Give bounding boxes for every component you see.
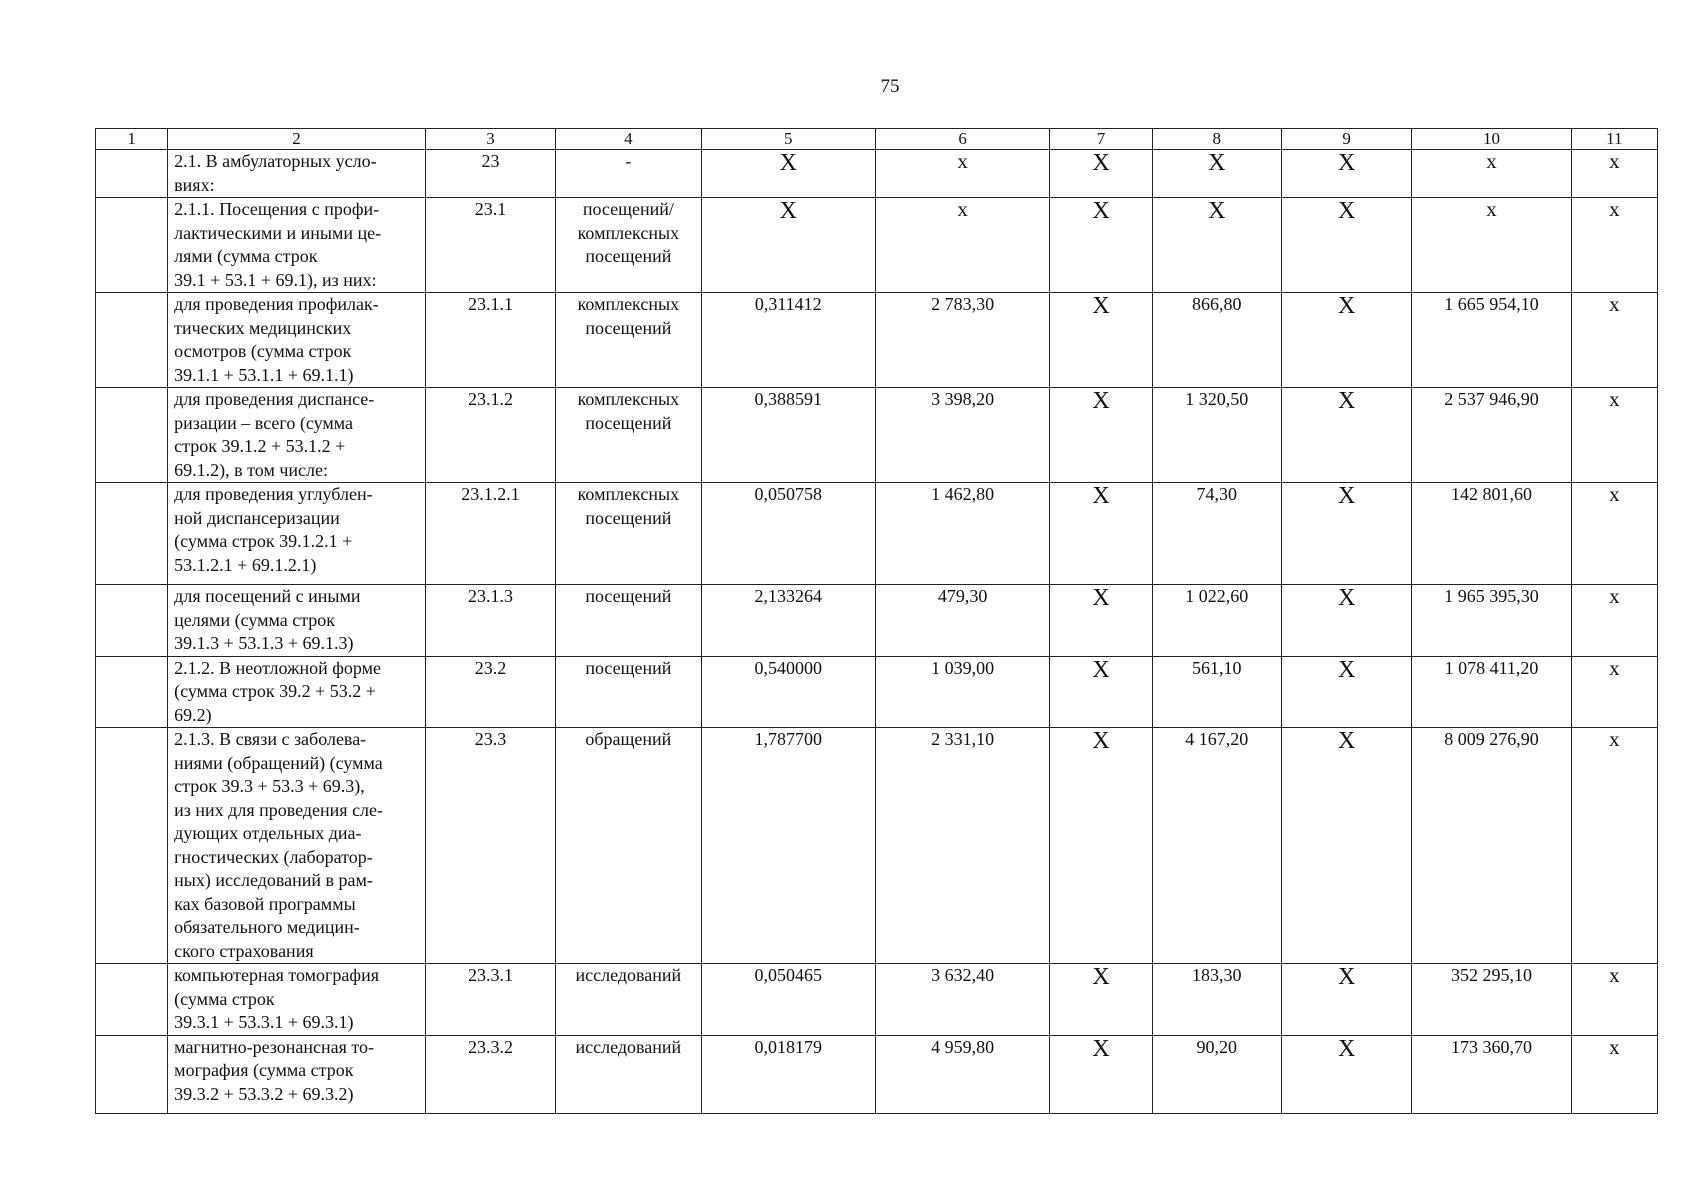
column-number: 6 <box>875 129 1049 150</box>
col9-cell: X <box>1281 150 1411 198</box>
col10-cell: 1 965 395,30 <box>1412 585 1571 657</box>
table-row <box>96 585 1658 657</box>
column-number-row <box>96 129 1658 150</box>
table-row <box>96 1035 1658 1113</box>
cost-cell: 2 331,10 <box>875 728 1049 964</box>
table-row <box>96 150 1658 198</box>
volume-cell: 0,311412 <box>701 293 875 388</box>
data-table <box>95 128 1658 1114</box>
unit-cell: комплексных посещений <box>556 388 701 483</box>
column-number: 4 <box>556 129 701 150</box>
column-number: 7 <box>1050 129 1152 150</box>
col10-cell: 1 078 411,20 <box>1412 656 1571 728</box>
row-number: 23.1.2.1 <box>425 483 555 585</box>
table-row <box>96 293 1658 388</box>
unit-cell: посещений <box>556 585 701 657</box>
col10-cell: 352 295,10 <box>1412 964 1571 1036</box>
volume-cell: 0,050758 <box>701 483 875 585</box>
col11-cell: x <box>1571 198 1657 293</box>
row-number: 23.2 <box>425 656 555 728</box>
col8-cell: 561,10 <box>1152 656 1281 728</box>
cost-cell: 1 462,80 <box>875 483 1049 585</box>
column-number: 3 <box>425 129 555 150</box>
table-row <box>96 198 1658 293</box>
row-number: 23.1.3 <box>425 585 555 657</box>
cost-cell: 479,30 <box>875 585 1049 657</box>
col8-cell: 866,80 <box>1152 293 1281 388</box>
unit-cell: комплексных посещений <box>556 483 701 585</box>
col7-cell: X <box>1050 198 1152 293</box>
col11-cell: x <box>1571 728 1657 964</box>
row-label-empty <box>96 964 168 1036</box>
page-number: 75 <box>880 76 900 97</box>
cost-cell: 1 039,00 <box>875 656 1049 728</box>
col11-cell: x <box>1571 656 1657 728</box>
col7-cell: X <box>1050 585 1152 657</box>
col9-cell: X <box>1281 728 1411 964</box>
row-name: для проведения углублен- ной диспансеризации (сумма строк 39.1.2.1 + 53.1.2.1 + 69.1.2.1) <box>168 483 426 585</box>
row-label-empty <box>96 483 168 585</box>
row-name: для проведения диспансе- ризации – всего (сумма строк 39.1.2 + 53.1.2 + 69.1.2), в том числе: <box>168 388 426 483</box>
col9-cell: X <box>1281 293 1411 388</box>
col10-cell: x <box>1412 198 1571 293</box>
cost-cell: 4 959,80 <box>875 1035 1049 1113</box>
row-label-empty <box>96 656 168 728</box>
unit-cell: посещений/ комплексных посещений <box>556 198 701 293</box>
col10-cell: x <box>1412 150 1571 198</box>
row-label-empty <box>96 198 168 293</box>
volume-cell: 0,018179 <box>701 1035 875 1113</box>
col11-cell: x <box>1571 150 1657 198</box>
col9-cell: X <box>1281 964 1411 1036</box>
column-number: 5 <box>701 129 875 150</box>
col10-cell: 142 801,60 <box>1412 483 1571 585</box>
col11-cell: x <box>1571 585 1657 657</box>
unit-cell: обращений <box>556 728 701 964</box>
row-name: 2.1. В амбулаторных усло- виях: <box>168 150 426 198</box>
volume-cell: 1,787700 <box>701 728 875 964</box>
unit-cell: исследований <box>556 1035 701 1113</box>
col7-cell: X <box>1050 388 1152 483</box>
table-row <box>96 964 1658 1036</box>
col11-cell: x <box>1571 483 1657 585</box>
row-name: 2.1.1. Посещения с профи- лактическими и иными це- лями (сумма строк 39.1 + 53.1 + 69.1), из них: <box>168 198 426 293</box>
volume-cell: 0,388591 <box>701 388 875 483</box>
col8-cell: 183,30 <box>1152 964 1281 1036</box>
column-number: 1 <box>96 129 168 150</box>
volume-cell: X <box>701 198 875 293</box>
row-name: компьютерная томография (сумма строк 39.3.1 + 53.3.1 + 69.3.1) <box>168 964 426 1036</box>
col11-cell: x <box>1571 293 1657 388</box>
row-name: 2.1.2. В неотложной форме (сумма строк 39.2 + 53.2 + 69.2) <box>168 656 426 728</box>
table-row <box>96 728 1658 964</box>
unit-cell: посещений <box>556 656 701 728</box>
col9-cell: X <box>1281 483 1411 585</box>
row-name: для проведения профилак- тических медицинских осмотров (сумма строк 39.1.1 + 53.1.1 + 69.1.1) <box>168 293 426 388</box>
row-number: 23.3.2 <box>425 1035 555 1113</box>
col9-cell: X <box>1281 198 1411 293</box>
col9-cell: X <box>1281 585 1411 657</box>
col10-cell: 8 009 276,90 <box>1412 728 1571 964</box>
table-row <box>96 388 1658 483</box>
volume-cell: 0,540000 <box>701 656 875 728</box>
cost-cell: 2 783,30 <box>875 293 1049 388</box>
row-name: для посещений с иными целями (сумма строк 39.1.3 + 53.1.3 + 69.1.3) <box>168 585 426 657</box>
col8-cell: X <box>1152 198 1281 293</box>
col7-cell: X <box>1050 728 1152 964</box>
col9-cell: X <box>1281 388 1411 483</box>
column-number: 10 <box>1412 129 1571 150</box>
cost-cell: 3 398,20 <box>875 388 1049 483</box>
col8-cell: 74,30 <box>1152 483 1281 585</box>
row-number: 23 <box>425 150 555 198</box>
column-number: 11 <box>1571 129 1657 150</box>
row-label-empty <box>96 150 168 198</box>
row-label-empty <box>96 388 168 483</box>
col11-cell: x <box>1571 1035 1657 1113</box>
volume-cell: X <box>701 150 875 198</box>
col7-cell: X <box>1050 964 1152 1036</box>
cost-cell: 3 632,40 <box>875 964 1049 1036</box>
unit-cell: - <box>556 150 701 198</box>
col10-cell: 2 537 946,90 <box>1412 388 1571 483</box>
row-label-empty <box>96 293 168 388</box>
col11-cell: x <box>1571 388 1657 483</box>
col8-cell: 1 022,60 <box>1152 585 1281 657</box>
col8-cell: X <box>1152 150 1281 198</box>
row-number: 23.3.1 <box>425 964 555 1036</box>
cost-cell: x <box>875 150 1049 198</box>
col7-cell: X <box>1050 293 1152 388</box>
col9-cell: X <box>1281 656 1411 728</box>
col7-cell: X <box>1050 656 1152 728</box>
col10-cell: 173 360,70 <box>1412 1035 1571 1113</box>
table-row <box>96 483 1658 585</box>
col7-cell: X <box>1050 150 1152 198</box>
col8-cell: 1 320,50 <box>1152 388 1281 483</box>
volume-cell: 0,050465 <box>701 964 875 1036</box>
row-number: 23.1 <box>425 198 555 293</box>
row-name: магнитно-резонансная то- мография (сумма строк 39.3.2 + 53.3.2 + 69.3.2) <box>168 1035 426 1113</box>
row-label-empty <box>96 585 168 657</box>
col9-cell: X <box>1281 1035 1411 1113</box>
unit-cell: исследований <box>556 964 701 1036</box>
row-name: 2.1.3. В связи с заболева- ниями (обращений) (сумма строк 39.3 + 53.3 + 69.3), из них для проведения сле- дующих отдельных диа- гностических (лаборатор- ных) исследований в рам- ках базовой программы обязательного медицин- ского страхования <box>168 728 426 964</box>
cost-cell: x <box>875 198 1049 293</box>
col8-cell: 4 167,20 <box>1152 728 1281 964</box>
row-number: 23.1.1 <box>425 293 555 388</box>
row-number: 23.1.2 <box>425 388 555 483</box>
col11-cell: x <box>1571 964 1657 1036</box>
col7-cell: X <box>1050 1035 1152 1113</box>
row-label-empty <box>96 728 168 964</box>
table-row <box>96 656 1658 728</box>
row-number: 23.3 <box>425 728 555 964</box>
row-label-empty <box>96 1035 168 1113</box>
column-number: 9 <box>1281 129 1411 150</box>
unit-cell: комплексных посещений <box>556 293 701 388</box>
col8-cell: 90,20 <box>1152 1035 1281 1113</box>
column-number: 8 <box>1152 129 1281 150</box>
column-number: 2 <box>168 129 426 150</box>
col10-cell: 1 665 954,10 <box>1412 293 1571 388</box>
col7-cell: X <box>1050 483 1152 585</box>
volume-cell: 2,133264 <box>701 585 875 657</box>
